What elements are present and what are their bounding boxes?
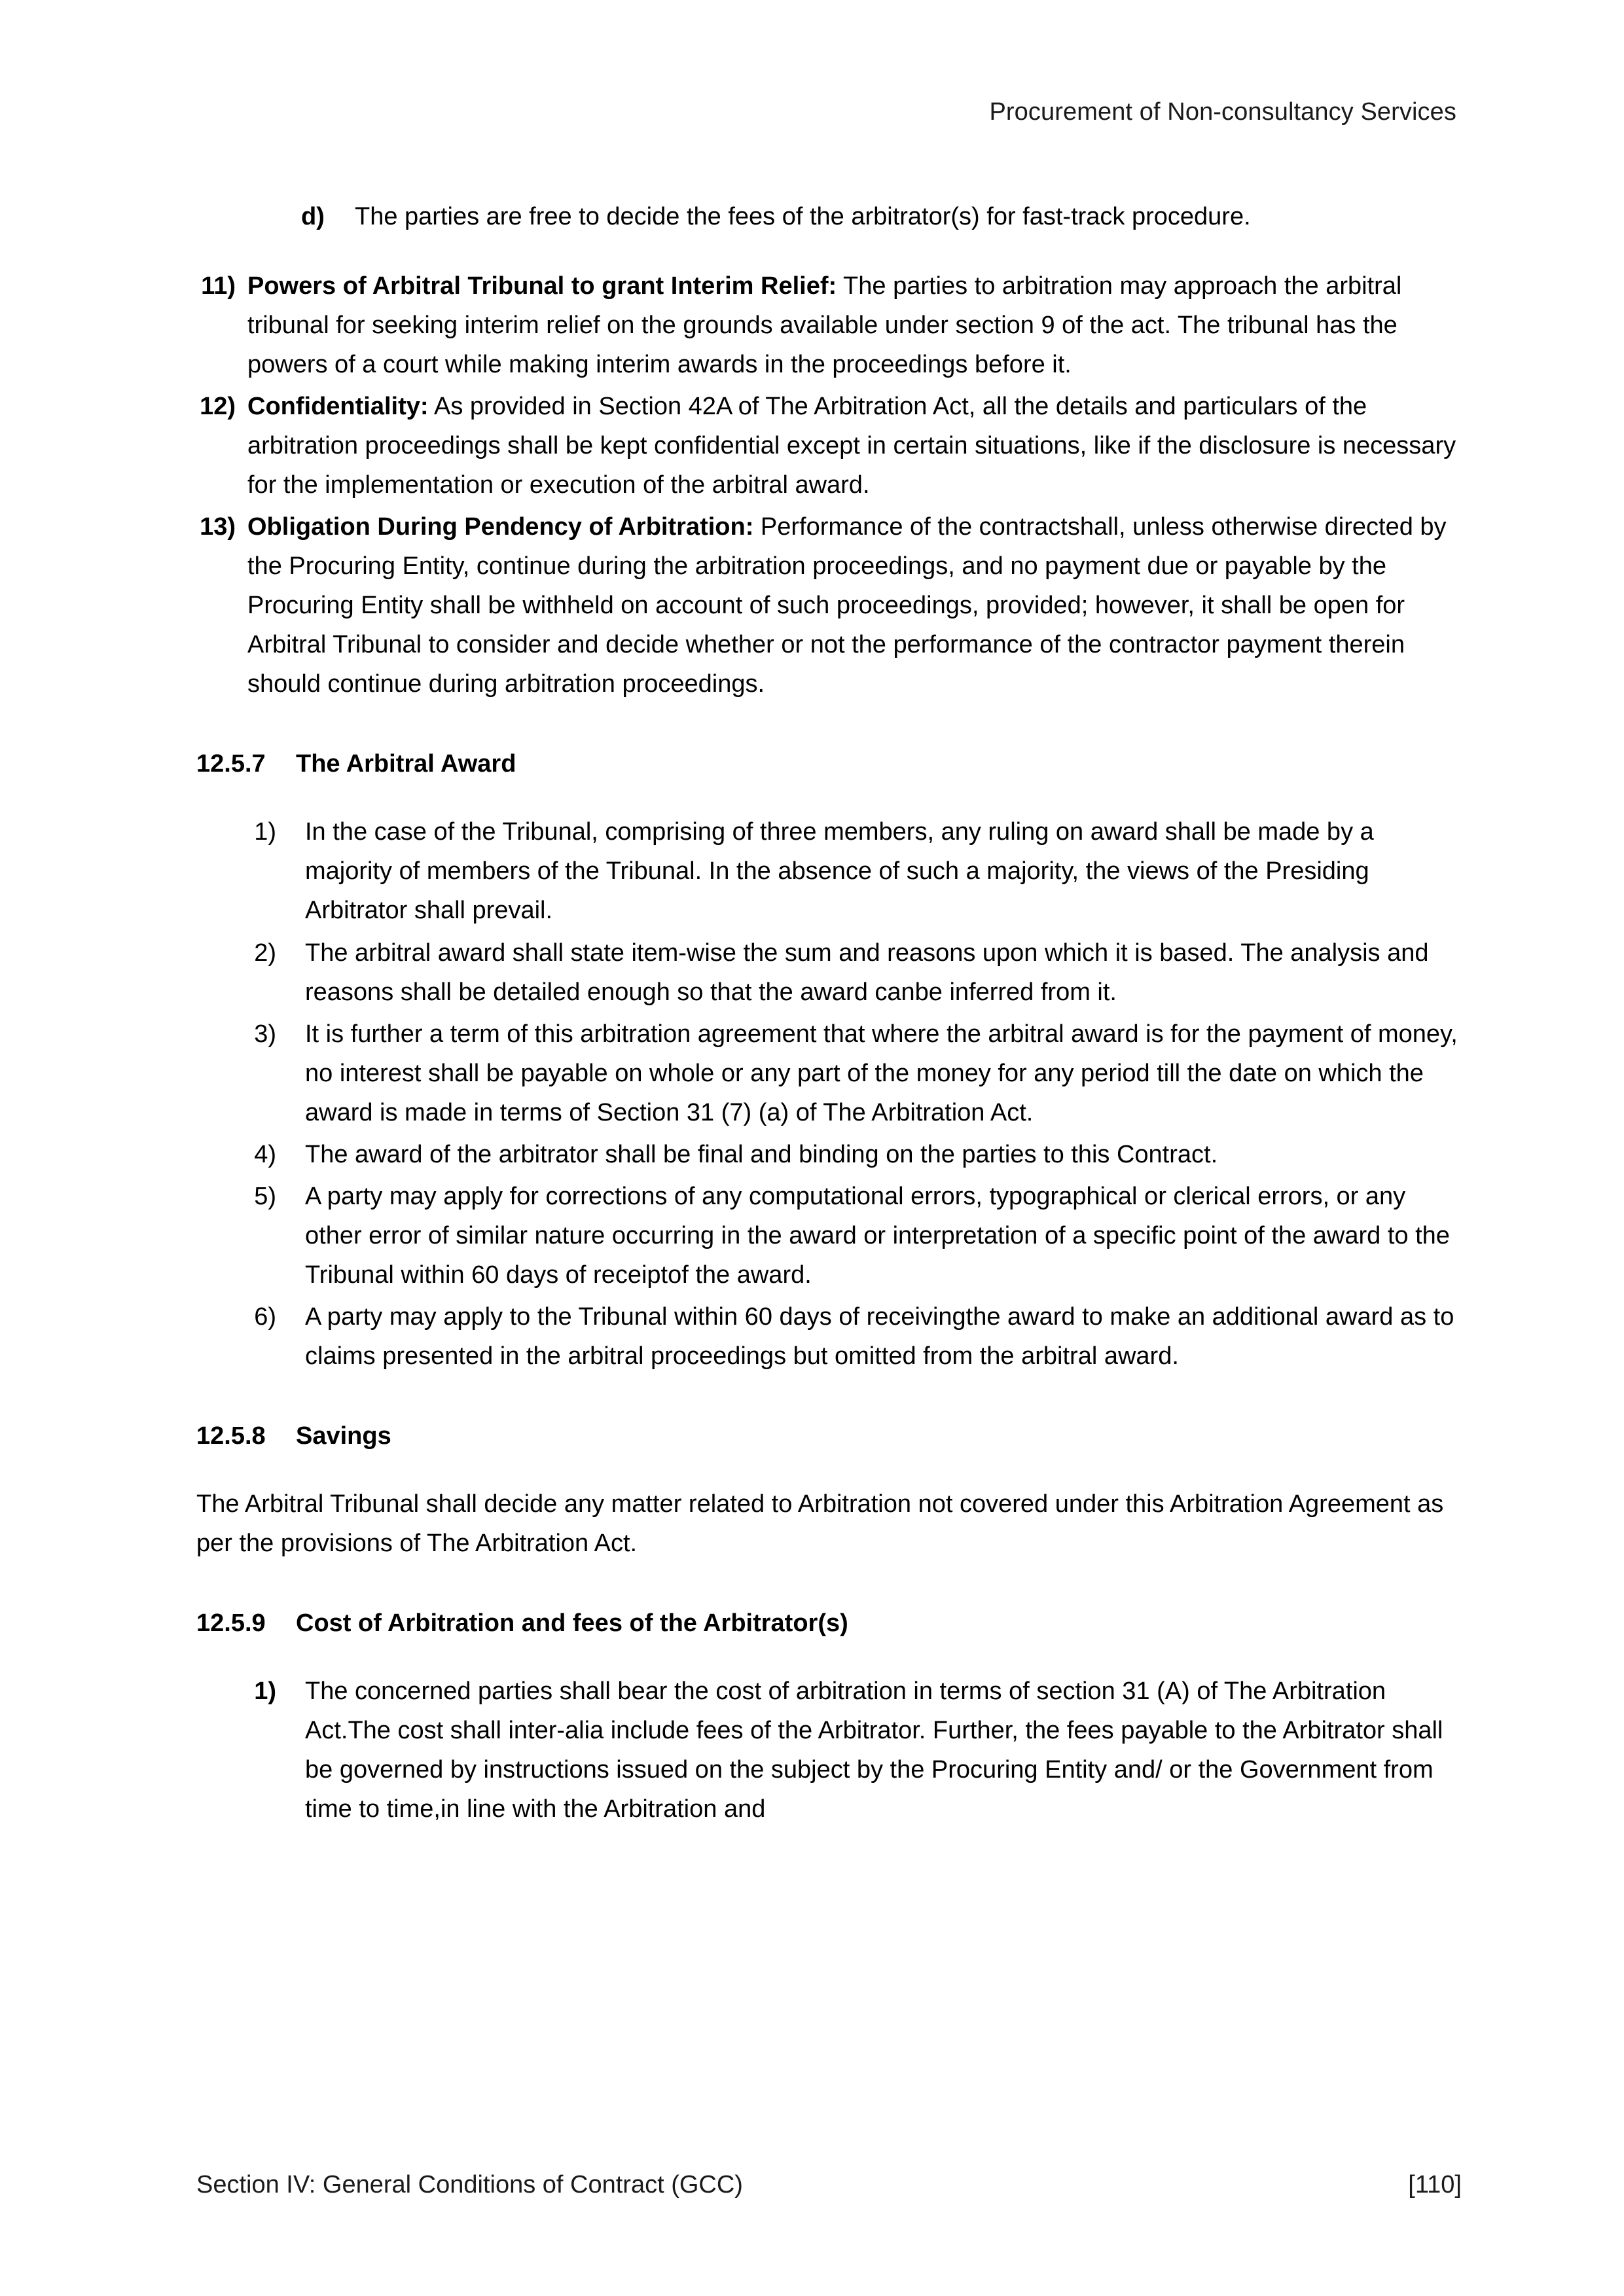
list-text: It is further a term of this arbitration agreement that where the arbitral award is for the payment of money, no interest shall be payable on whole or any part of the money for any period till the date on which the award is made in terms of Section 31 (7) (a) of The Arbitration Act. [305, 1020, 1458, 1126]
footer-page-number: [110] [1408, 2171, 1462, 2198]
list-item-body: The parties to arbitration may approach the arbitral tribunal for seeking interim relief on the grounds available under section 9 of the act. The tribunal has the powers of a court while making interim awards in the proceedings before it. [247, 272, 1402, 379]
ordered-list [240, 812, 1462, 1375]
list-text: The arbitral award shall state item-wise the sum and reasons upon which it is based. The analysis and reasons shall be detailed enough so that the award canbe inferred from it. [305, 939, 1429, 1006]
list-item [196, 387, 1462, 505]
section-title: The Arbitral Award [296, 750, 516, 778]
list-text [247, 507, 1462, 704]
list-text: The award of the arbitrator shall be final and binding on the parties to this Contract. [305, 1140, 1218, 1168]
list-text: A party may apply for corrections of any computational errors, typographical or clerical errors, or any other error of similar nature occurring in the award or interpretation of a specific point of the award to the Tribunal within 60 days of receiptof the award. [305, 1182, 1450, 1289]
list-item [301, 197, 1462, 236]
list-item [240, 1672, 1462, 1829]
list-text: The concerned parties shall bear the cost of arbitration in terms of section 31 (A) of The Arbitration Act.The cost shall inter-alia include fees of the Arbitrator. Further, the fees payable to the Arbitrator shall be governed by instructions issued on the subject by the Procuring Entity and/ or the Government from time to time,in line with the Arbitration and [305, 1677, 1443, 1823]
footer-left: Section IV: General Conditions of Contract (GCC) [196, 2171, 743, 2198]
list-text: The parties are free to decide the fees of the arbitrator(s) for fast-track procedure. [355, 203, 1251, 230]
section-number: 12.5.9 [196, 1609, 266, 1637]
list-marker: 1) [254, 1677, 276, 1705]
list-item [240, 1135, 1462, 1174]
list-marker: 4) [254, 1140, 276, 1168]
list-item [196, 507, 1462, 704]
list-item-lead: Confidentiality: [247, 393, 429, 421]
list-item [240, 812, 1462, 930]
list-text [247, 266, 1462, 384]
list-item-body: Performance of the contractshall, unless otherwise directed by the Procuring Entity, continue during the arbitration proceedings, and no payment due or payable by the Procuring Entity shall be withheld on account of such proceedings, provided; however, it shall be open for Arbitral Tribunal to consider and decide whether or not the performance of the contractor payment therein should continue during arbitration proceedings. [247, 513, 1447, 698]
list-item [196, 266, 1462, 384]
section-title: Cost of Arbitration and fees of the Arbitrator(s) [296, 1609, 848, 1637]
list-item [240, 1014, 1462, 1132]
list-text [247, 387, 1462, 505]
section-number: 12.5.7 [196, 750, 266, 778]
section-title: Savings [296, 1422, 391, 1450]
list-item [240, 1297, 1462, 1376]
header-title: Procurement of Non-consultancy Services [989, 98, 1456, 126]
ordered-list [240, 1672, 1462, 1829]
list-marker: 3) [254, 1020, 276, 1048]
list-item-lead: Powers of Arbitral Tribunal to grant Interim Relief: [247, 272, 837, 300]
list-marker: d) [301, 203, 325, 230]
list-text: In the case of the Tribunal, comprising of three members, any ruling on award shall be made by a majority of members of the Tribunal. In the absence of such a majority, the views of the Presiding Arbitrator shall prevail. [305, 818, 1374, 925]
section-number: 12.5.8 [196, 1422, 266, 1450]
list-item [240, 1177, 1462, 1295]
list-item [240, 933, 1462, 1012]
list-marker: 1) [254, 818, 276, 846]
page-content [196, 197, 1462, 1829]
list-marker: 6) [254, 1302, 276, 1331]
section-heading [196, 1416, 1462, 1456]
numbered-list [196, 266, 1462, 704]
list-text: A party may apply to the Tribunal within 60 days of receivingthe award to make an additional award as to claims presented in the arbitral proceedings but omitted from the arbitral award. [305, 1302, 1454, 1370]
list-marker: 13) [200, 513, 236, 541]
list-item-lead: Obligation During Pendency of Arbitration: [247, 513, 754, 541]
list-item-body: As provided in Section 42A of The Arbitration Act, all the details and particulars of the arbitration proceedings shall be kept confidential except in certain situations, like if the disclosure is necessary for the implementation or execution of the arbitral award. [247, 393, 1456, 499]
section-heading [196, 744, 1462, 783]
list-marker: 2) [254, 939, 276, 967]
list-marker: 12) [200, 393, 236, 421]
list-marker: 11) [201, 272, 236, 300]
page-header [196, 98, 1462, 126]
section-heading [196, 1604, 1462, 1643]
list-marker: 5) [254, 1182, 276, 1210]
page-footer [196, 2171, 1462, 2199]
section-paragraph: The Arbitral Tribunal shall decide any matter related to Arbitration not covered under this Arbitration Agreement as per the provisions of The Arbitration Act. [196, 1490, 1444, 1557]
